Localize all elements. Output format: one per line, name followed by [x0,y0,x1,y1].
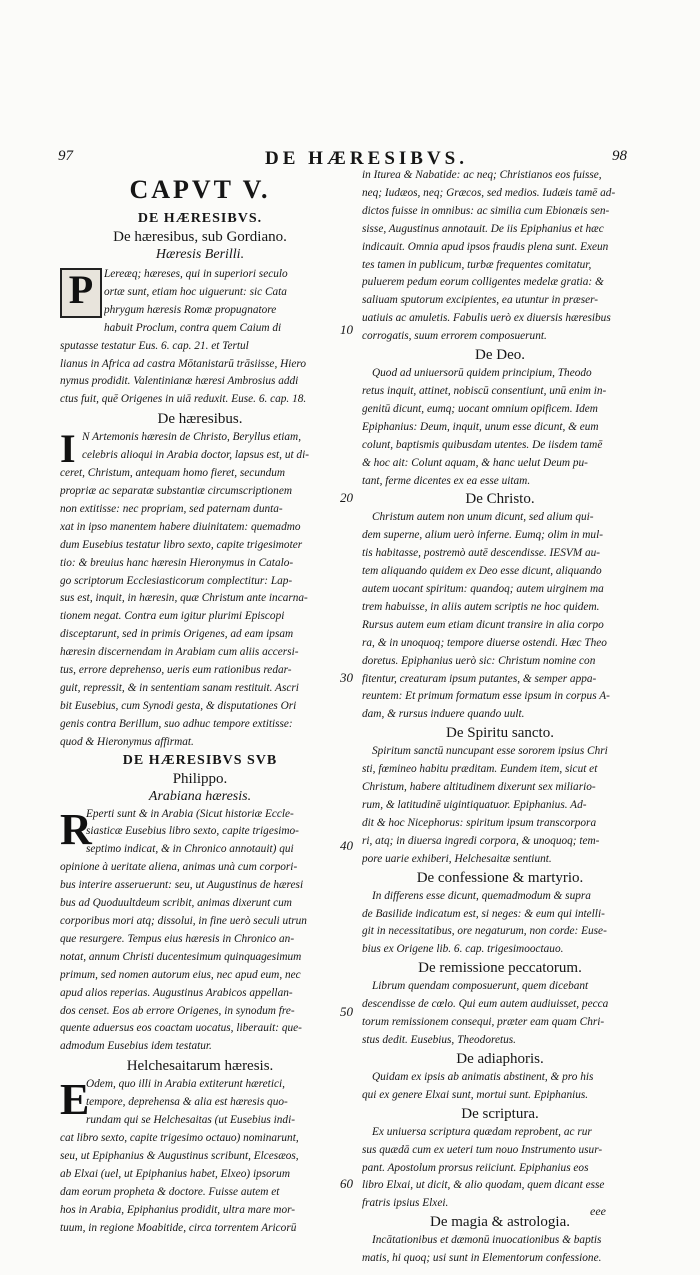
text-line: doretus. Epiphanius uerò sic: Christum nomine con [362,654,596,667]
text-line: git in necessitatibus, ore negaturum, non corde: Euse- [362,925,607,938]
text-line: sus quædā cum ex ueteri tum nouo Instrumento usur- [362,1143,603,1156]
text-line: siasticæ Eusebius libro sexto, capite trigesimo- [86,825,299,838]
text-line: ortæ sunt, etiam hoc uiguerunt: sic Cata [104,285,287,298]
text-line: tes tamen in publicum, turbæ frequentes comitatur, [362,258,592,271]
text-line: bus interire asseruerunt: seu, ut Augustinus de hæresi [60,879,304,892]
text-line: de Basilide indicatum est, si neges: & eum qui intelli- [362,907,605,920]
text-line: pant. Apostolum prorsus reiiciunt. Epiphanius eos [362,1161,589,1174]
text-line: celebris alioqui in Arabia doctor, lapsus est, ut di- [82,449,309,462]
text-line: ab Elxai (uel, ut Epiphanius habet, Elxeo) ipsorum [60,1167,290,1180]
section-heading: De scriptura. [461,1105,539,1122]
line-number: 30 [340,670,353,685]
drop-initial: E [60,1075,90,1125]
text-line: rum, & latitudinē uigintiquatuor. Epiphanius. Ad- [362,799,587,811]
section-heading: De Christo. [465,491,535,508]
text-line: corrogatis, suum errorem composuerunt. [362,330,547,343]
text-line: dos censet. Eos ab errore Origenes, in synodum fre- [60,1004,295,1017]
text-line: In differens esse dicunt, quemadmodum & supra [372,889,591,902]
section-heading: De Deo. [475,347,525,364]
text-line: guit, repressit, & in sententiam sanam restituit. Ascri [60,681,299,694]
text-line: seu, ut Epiphanius & Augustinus scribunt, Elcesæos, [60,1149,299,1162]
text-line: go scriptorum Ecclesiasticorum complectitur: Lap- [60,574,293,587]
text-line: tant, ferme dicentes ex ea esse uitam. [362,474,531,487]
text-line: N Artemonis hæresin de Christo, Beryllus etiam, [82,431,302,444]
text-line: in Iturea & Nabatide: ac neq; Christianos eos fuisse, [362,169,602,181]
text-line: bus ad Quoduultdeum scribit, animas dixerunt cum [60,897,292,910]
text-line: hæresin discernendam in Arabiam cum aliis accersi- [60,646,299,659]
text-line: fitentur, creaturam ipsum putantes, & semper appa- [362,672,597,685]
text-line: nymus prodidit. Valentinianæ hæresi Ambrosius addi [60,375,299,388]
text-line: opinione à ueritate aliena, animas unà cum corpori- [60,861,298,874]
text-line: Eperti sunt & in Arabia (Sicut historiæ Eccle- [86,807,294,820]
text-line: neq; Iudæos, neq; Græcos, sed medios. Iudæis tamē ad- [362,186,616,199]
text-line: ra, & in unoquoq; tempore diuerse ostendi. Hæc Theo [362,636,607,649]
drop-initial: R [60,804,92,854]
text-line: quente aduersus eos coactam uocatus, liberauit: que- [60,1022,302,1035]
text-line: stus dedit. Eusebius, Theodoretus. [362,1033,516,1046]
text-line: admodum Eusebius idem testatur. [60,1040,212,1053]
text-line: qui ex genere Elxai sunt, mortui sunt. Epiphanius. [362,1088,589,1101]
text-line: tuum, in regione Moabitide, circa torrentem Aricorū [60,1221,297,1234]
drop-initial: I [60,426,76,472]
signature-mark: eee [590,1204,606,1218]
text-line: tio: & breuius hanc hæresin Hieronymus in Catalo- [60,556,294,569]
text-line: habuit Proclum, contra quem Caium di [104,321,282,334]
page-number-right: 98 [612,148,627,164]
text-line: Christum autem non unum dicunt, sed alium qui- [372,511,594,524]
decorated-initial: P [60,268,102,318]
text-line: dam, & rursus induere quando uult. [362,708,525,721]
text-line: apud alios reperias. Augustinus Arabicos appellan- [60,986,293,999]
text-line: notat, annum Christi ducentesimum quinquagesimum [60,950,302,963]
text-line: Quidam ex ipsis ab animatis abstinent, & pro his [372,1070,594,1083]
page-number-left: 97 [58,148,73,164]
section-heading: De remissione peccatorum. [418,960,582,977]
text-line: trem habuisse, in aliis autem scriptis ne hoc quidem. [362,600,600,613]
text-line: sus est, inquit, in hæresin, quæ Christum ante incarna- [60,592,308,605]
text-line: corporibus mori atq; dissolui, in fine uerò seculi utrun [60,915,307,927]
line-number: 40 [340,838,353,853]
section-heading: DE HÆRESIBVS. [137,211,263,226]
text-line: disceptarunt, sed in primis Origenes, ad eam ipsam [60,628,294,641]
text-line: libro Elxai, ut dicit, & alio quodam, quem dicant esse [362,1179,605,1192]
text-line: phrygum hæresis Romæ propugnatore [104,303,277,316]
text-line: torum remissionem consequi, præter eam quam Chri- [362,1016,605,1029]
chapter-heading: CAPVT V. [129,175,271,204]
text-line: tionem negat. Contra eum igitur plurimi Episcopi [60,610,285,623]
section-heading: De confessione & martyrio. [416,869,584,886]
text-line: sti, fœmineo habitu præditam. Eundem item, sicut et [362,763,598,776]
text-line: bius ex Origene lib. 6. cap. trigesimooctauo. [362,943,564,956]
text-line: Librum quendam composuerunt, quem dicebant [372,980,589,993]
text-line: tis habitasse, postremò autē descendisse. IESVM au- [362,547,601,560]
text-line: lianus in Africa ad castra Mōtanistarū trāsiisse, Hiero [60,357,307,370]
text-line: dictos fuisse in omnibus: ac similia cum Ebionæis sen- [362,204,610,217]
text-line: retus inquit, attinet, nobiscū consentiunt, unū enim in- [362,384,607,397]
line-number: 60 [340,1176,353,1191]
text-line: pore uarie exhiberi, Helchesaitæ sentiunt. [362,852,552,865]
text-line: non extitisse: nec propriam, sed paternam dunta- [60,502,283,515]
paragraph [60,266,340,338]
text-line: tus, errore deprehenso, ueris eum rationibus redar- [60,664,292,677]
paragraph [60,806,340,860]
text-line: Rursus autem eum etiam dicunt transire in alia corpo [362,618,604,631]
text-line: Quod ad uniuersorū quidem principium, Theodo [372,367,592,380]
text-line: reuntem: Et primum formatum esse ipsum in corpus A- [362,690,610,703]
section-subheading: Hæresis Berilli. [155,247,245,262]
text-line: Incātationibus et dæmonū inuocationibus & baptis [372,1234,602,1247]
text-line: autem uocant spiritum: quandoq; autem uirginem ma [362,583,604,596]
text-line: ri, atq; in diuersa ingredi corpora, & unoquoq; tem- [362,834,600,847]
text-line: puluerem pedum eorum colligentes medelæ gratia: & [362,276,604,289]
text-line: dum Eusebius testatur libro sexto, capite trigesimoter [60,538,303,551]
section-heading: DE HÆRESIBVS SVB [122,752,278,768]
text-line: colunt, baptismis quibusdam utentes. De iisdem tamē [362,438,603,451]
text-line: septimo indicat, & in Chronico annotauit) qui [86,843,294,856]
text-line: matis, hi quoq; usi sunt in Elementorum confessione. [362,1252,602,1265]
text-line: Epiphanius: Deum, inquit, unum esse dicunt, & eum [362,420,599,433]
text-line: genis contra Berillum, suo adhuc tempore extitisse: [60,717,293,730]
section-subheading: Arabiana hæresis. [148,788,252,804]
text-line: Ex uniuersa scriptura quædam reprobent, ac rur [372,1125,592,1138]
text-line: & hoc ait: Colunt aquam, & hanc uelut Deum pu- [362,456,588,469]
text-line: descendisse de cœlo. Qui eum autem audiuisset, pecca [362,998,609,1011]
section-heading: De hæresibus. [157,411,243,428]
text-line: ctus fuit, quē Origenes in uiā reduxit. Euse. 6. cap. 18. [60,393,307,406]
text-line: xat in ipso manentem habere diuinitatem: quemadmo [60,520,301,533]
text-line: primum, sed nomen autorum eius, nec apud eum, nec [60,968,301,981]
section-subheading: Philippo. [172,770,228,787]
section-heading: Helchesaitarum hæresis. [126,1058,274,1075]
text-line: saliuam sputorum excipientes, ea utuntur in præser- [362,294,599,307]
text-line: propriæ ac separatæ substantiæ circumscriptionem [60,484,293,497]
text-line: Lereæq; hæreses, qui in superiori seculo [104,268,288,280]
section-heading: De magia & astrologia. [430,1214,570,1231]
text-line: cat libro sexto, capite trigesimo octauo) nominarunt, [60,1131,299,1144]
left-column [60,170,340,1237]
text-line: dit & hoc Nicephorus: spiritum ipsum transcorpora [362,816,597,829]
text-line: Odem, quo illi in Arabia extiterunt hæretici, [86,1078,285,1091]
text-line: uatiuis ac amuletis. Fabulis uerò ex diuersis hæresibus [362,312,611,325]
text-line: sputasse testatur Eus. 6. cap. 21. et Tertul [60,339,249,352]
text-line: hos in Arabia, Epiphanius prodidit, ultra mare mor- [60,1203,296,1216]
text-line: sisse, Augustinus annotauit. De iis Epiphanius et hæc [362,222,604,235]
text-line: dam eorum propheta & doctore. Fuisse autem et [60,1185,280,1198]
text-line: quod & Hieronymus affirmat. [60,735,194,748]
text-line: bit Eusebius, cum Synodi gesta, & disputationes Ori [60,699,297,712]
right-column [362,167,638,1268]
text-line: Christum, habere altitudinem dixerunt sex miliario- [362,781,596,794]
section-heading: De adiaphoris. [456,1050,544,1067]
text-line: rundam qui se Helchesaitas (ut Eusebius indi- [86,1114,295,1127]
text-line: Spiritum sanctū nuncupant esse sororem ipsius Chri [372,745,608,758]
text-line: tempore, deprehensa & alia est hæresis quo- [86,1096,288,1109]
line-number: 20 [340,490,353,505]
text-line: fratris ipsius Elxei. [362,1197,449,1210]
text-line: dem superne, alium uerò inferne. Eumq; olim in mul- [362,529,603,542]
paragraph [60,426,340,472]
section-heading: De Spiritu sancto. [446,725,554,742]
text-line: genitū dicunt, eumq; uocant omnium opificem. Idem [362,402,598,415]
paragraph [60,1076,340,1130]
running-head: DE HÆRESIBVS. [265,148,468,169]
line-number: 10 [340,322,353,337]
section-subheading: De hæresibus, sub Gordiano. [113,229,287,245]
text-line: tem aliquando quidem ex Deo esse dicunt, aliquando [362,565,602,578]
line-number: 50 [340,1004,353,1019]
text-line: indicauit. Omnia apud ipsos fraudis plena sunt. Exeun [362,240,609,253]
text-line: que resurgere. Tempus eius hæresis in Chronico an- [60,932,295,945]
text-line: ceret, Christum, antequam homo fieret, secundum [60,467,286,480]
